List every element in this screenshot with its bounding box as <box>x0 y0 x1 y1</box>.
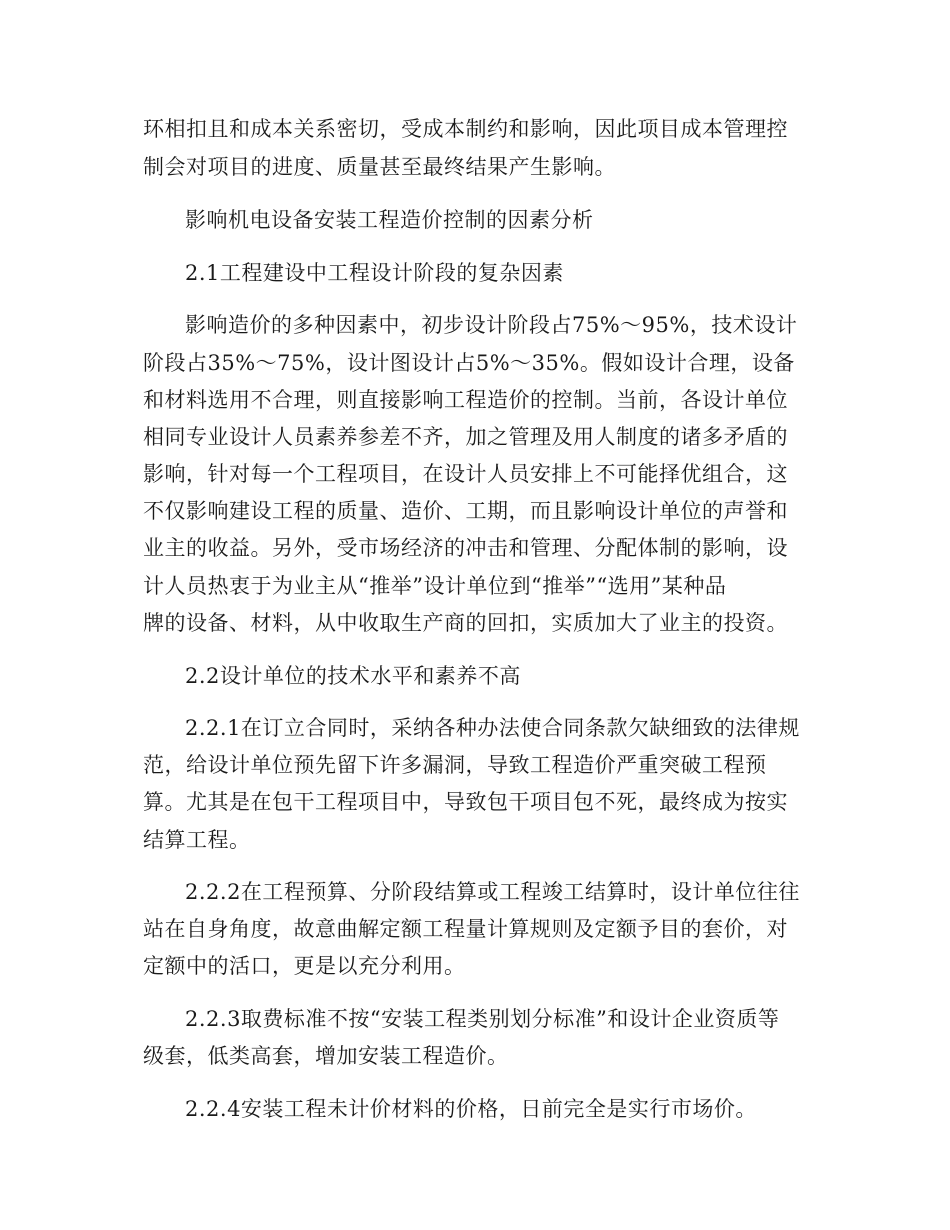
text-line: 结算工程。 <box>143 828 251 852</box>
text-line: 算。尤其是在包干工程项目中，导致包干项目包不死，最终成为按实 <box>143 790 788 814</box>
text-line: 级套，低类高套，增加安装工程造价。 <box>143 1044 509 1068</box>
text-line: 2.2.3取费标准不按“安装工程类别划分标准”和设计企业资质等 <box>185 1007 780 1031</box>
text-line: 2.2.4安装工程未计价材料的价格，日前完全是实行市场价。 <box>185 1097 757 1121</box>
text-line: 影响，针对每一个工程项目，在设计人员安排上不可能择优组合，这 <box>143 462 788 486</box>
text-line: 相同专业设计人员素养参差不齐，加之管理及用人制度的诸多矛盾的 <box>143 425 788 449</box>
text-line: 站在自身角度，故意曲解定额工程量计算规则及定额予目的套价，对 <box>143 917 788 941</box>
text-line: 定额中的活口，更是以充分利用。 <box>143 954 466 978</box>
text-line: 制会对项目的进度、质量甚至最终结果产生影响。 <box>143 155 616 179</box>
text-line: 2.2.2在工程预算、分阶段结算或工程竣工结算时，设计单位往往 <box>185 880 800 904</box>
text-line: 阶段占35%～75%，设计图设计占5%～35%。假如设计合理，设备 <box>143 351 795 375</box>
text-line: 2.2.1在订立合同时，采纳各种办法使合同条款欠缺细致的法律规 <box>185 716 800 740</box>
text-line: 环相扣且和成本关系密切，受成本制约和影响，因此项目成本管理控 <box>143 117 788 141</box>
subsection-heading: 2.2设计单位的技术水平和素养不高 <box>185 664 521 688</box>
text-line: 范，给设计单位预先留下许多漏洞，导致工程造价严重突破工程预 <box>143 753 767 777</box>
text-line: 牌的设备、材料，从中收取生产商的回扣，实质加大了业主的投资。 <box>143 611 788 635</box>
section-heading: 影响机电设备安装工程造价控制的因素分析 <box>185 208 594 232</box>
text-line: 业主的收益。另外，受市场经济的冲击和管理、分配体制的影响，设 <box>143 536 788 560</box>
text-line: 影响造价的多种因素中，初步设计阶段占75%～95%，技术设计 <box>185 313 798 337</box>
text-line: 计人员热衷于为业主从“推举”设计单位到“推举”“选用”某种品 <box>143 574 727 598</box>
subsection-heading: 2.1工程建设中工程设计阶段的复杂因素 <box>185 261 564 285</box>
text-line: 不仅影响建设工程的质量、造价、工期，而且影响设计单位的声誉和 <box>143 499 788 523</box>
text-line: 和材料选用不合理，则直接影响工程造价的控制。当前，各设计单位 <box>143 388 788 412</box>
